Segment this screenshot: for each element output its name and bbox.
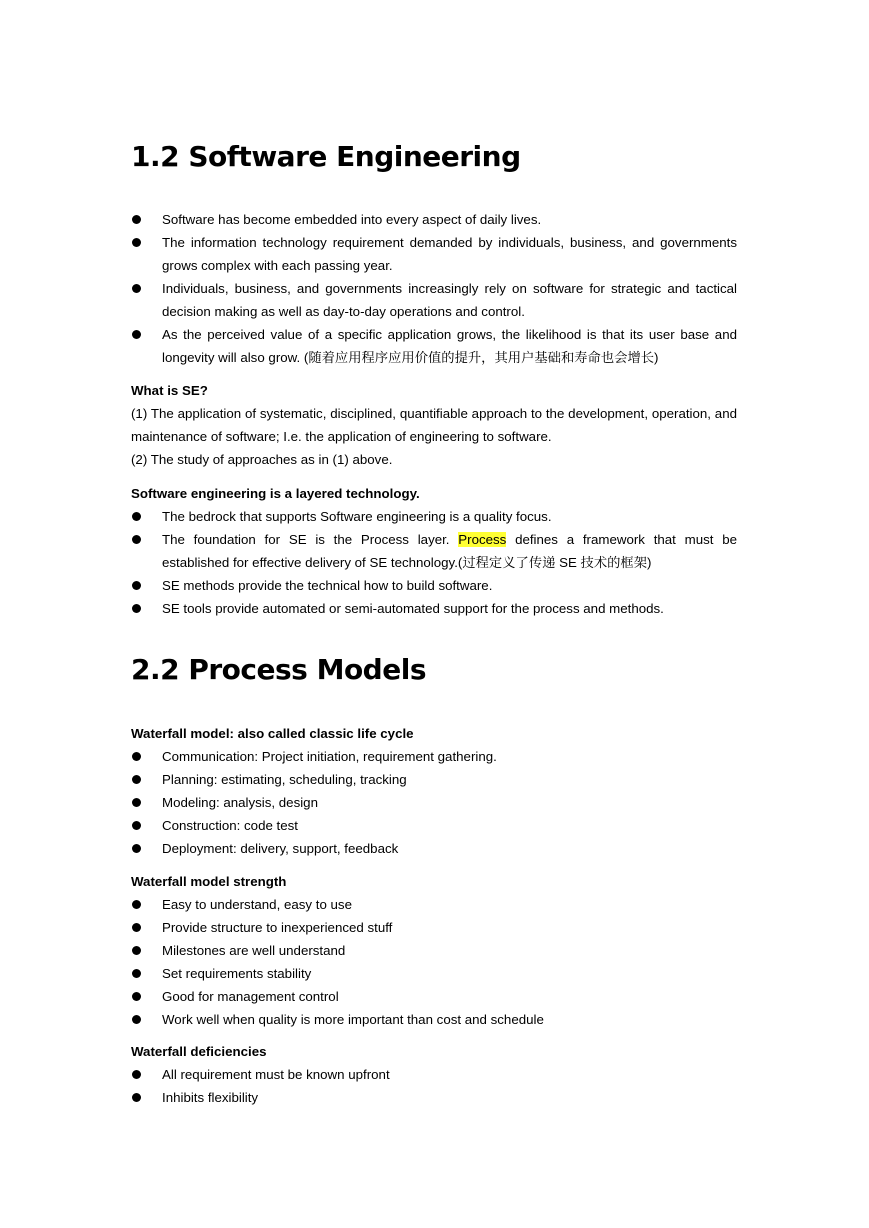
section-heading-process-models: 2.2 Process Models xyxy=(131,653,426,686)
list-item: Planning: estimating, scheduling, tracking xyxy=(131,768,737,791)
list-item: Modeling: analysis, design xyxy=(131,791,737,814)
list-item: Milestones are well understand xyxy=(131,939,737,962)
list-item: Communication: Project initiation, requirement gathering. xyxy=(131,745,737,768)
waterfall-list xyxy=(131,745,737,860)
list-item: Good for management control xyxy=(131,985,737,1008)
list-item: SE methods provide the technical how to build software. xyxy=(131,574,737,597)
strength-block xyxy=(131,870,737,1031)
layered-technology-block xyxy=(131,482,737,620)
list-item: Set requirements stability xyxy=(131,962,737,985)
highlighted-word: Process xyxy=(458,532,507,547)
list-item xyxy=(131,528,737,574)
text-segment: The foundation for SE is the Process layer. xyxy=(162,532,459,547)
subheading-what-is-se: What is SE? xyxy=(131,383,208,398)
section-heading-software-engineering: 1.2 Software Engineering xyxy=(131,140,521,173)
waterfall-block xyxy=(131,722,737,860)
deficiencies-list xyxy=(131,1063,737,1109)
list-item: The bedrock that supports Software engineering is a quality focus. xyxy=(131,505,737,528)
list-item: Work well when quality is more important than cost and schedule xyxy=(131,1008,737,1031)
subheading-waterfall-strength: Waterfall model strength xyxy=(131,874,287,889)
list-item: As the perceived value of a specific application grows, the likelihood is that its user base and longevity will also grow. (随着应用程序应用价值的提升，其用户基础和寿命也会增长) xyxy=(131,323,737,369)
list-item: All requirement must be known upfront xyxy=(131,1063,737,1086)
text-segment: defines a framework that must be established for effective delivery of SE technology.(过程定义了传递 SE 技术的框架) xyxy=(162,532,737,570)
list-item: Individuals, business, and governments increasingly rely on software for strategic and tactical decision making as well as day-to-day operations and control. xyxy=(131,277,737,323)
list-item: Easy to understand, easy to use xyxy=(131,893,737,916)
subheading-layered-technology: Software engineering is a layered technology. xyxy=(131,486,420,501)
se-intro-list xyxy=(131,208,737,369)
subheading-waterfall-deficiencies: Waterfall deficiencies xyxy=(131,1044,267,1059)
se-definition-2: (2) The study of approaches as in (1) above. xyxy=(131,452,393,467)
what-is-se-block xyxy=(131,379,737,471)
list-item: Provide structure to inexperienced stuff xyxy=(131,916,737,939)
strength-list xyxy=(131,893,737,1031)
list-item: Software has become embedded into every aspect of daily lives. xyxy=(131,208,737,231)
list-item: Deployment: delivery, support, feedback xyxy=(131,837,737,860)
subheading-waterfall-model: Waterfall model: also called classic life cycle xyxy=(131,726,414,741)
list-item: SE tools provide automated or semi-automated support for the process and methods. xyxy=(131,597,737,620)
layered-list xyxy=(131,505,737,620)
list-item: Construction: code test xyxy=(131,814,737,837)
list-item: The information technology requirement demanded by individuals, business, and governments grows complex with each passing year. xyxy=(131,231,737,277)
deficiencies-block xyxy=(131,1040,737,1109)
list-item: Inhibits flexibility xyxy=(131,1086,737,1109)
se-definition-1: (1) The application of systematic, disciplined, quantifiable approach to the development, operation, and maintenance of software; I.e. the application of engineering to software. xyxy=(131,406,737,444)
